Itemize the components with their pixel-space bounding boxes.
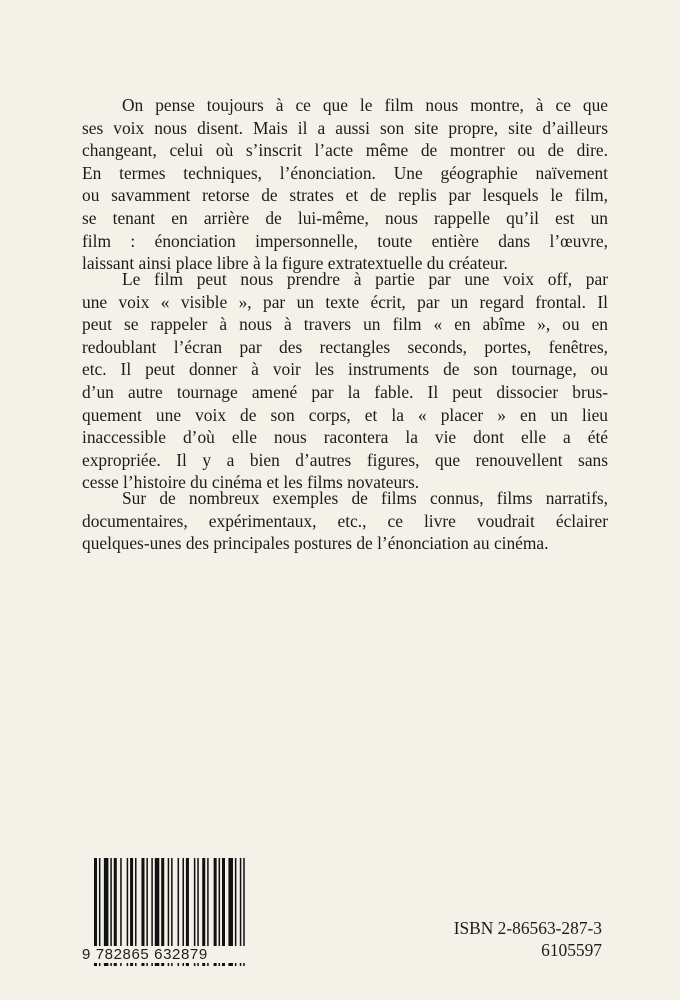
text-line: etc. Il peut donner à voir les instruments de son tournage, ou: [82, 359, 608, 380]
text-line: En termes techniques, l’énonciation. Une géographie naïvement: [82, 162, 608, 183]
text-line: peut se rappeler à nous à travers un film « en abîme », ou en: [82, 314, 608, 335]
text-line: une voix « visible », par un texte écrit, par un regard frontal. Il: [82, 291, 608, 312]
text-line: changeant, celui où s’inscrit l’acte même de montrer ou de dire.: [82, 140, 608, 161]
text-line: expropriée. Il y a bien d’autres figures, que renouvellent sans: [82, 449, 608, 470]
isbn-number: ISBN 2-86563-287-3: [453, 918, 602, 938]
text-line: documentaires, expérimentaux, etc., ce livre voudrait éclairer: [82, 510, 608, 531]
text-line: Le film peut nous prendre à partie par une voix off, par: [122, 269, 608, 289]
product-code: 6105597: [541, 940, 602, 960]
text-line: cesse l’histoire du cinéma et les films novateurs.: [82, 472, 420, 493]
text-line: redoublant l’écran par des rectangles seconds, portes, fenêtres,: [82, 336, 608, 357]
paragraph-1: [82, 94, 608, 275]
text-line: laissant ainsi place libre à la figure extratextuelle du créateur.: [82, 253, 508, 274]
text-line: quelques-unes des principales postures de l’énonciation au cinéma.: [82, 533, 549, 554]
paragraph-3: [82, 487, 608, 555]
text-line: On pense toujours à ce que le film nous montre, à ce que: [122, 95, 608, 115]
text-line: inaccessible d’où elle nous racontera la vie dont elle a été: [82, 427, 608, 448]
barcode-digits: 9 782865 632879: [82, 946, 274, 963]
text-line: quement une voix de son corps, et la « placer » en un lieu: [82, 404, 608, 425]
text-line: Sur de nombreux exemples de films connus, films narratifs,: [122, 488, 608, 508]
text-line: ou savamment retorse de strates et de replis par lesquels le film,: [82, 185, 608, 206]
text-line: se tenant en arrière de lui-même, nous rappelle qu’il est un: [82, 207, 608, 228]
text-line: ses voix nous disent. Mais il a aussi son site propre, site d’ailleurs: [82, 117, 608, 138]
text-line: d’un autre tournage amené par la fable. Il peut dissocier brus-: [82, 381, 608, 402]
paragraph-2: [82, 268, 608, 494]
text-line: film : énonciation impersonnelle, toute entière dans l’œuvre,: [82, 230, 608, 251]
isbn-block: [454, 917, 602, 961]
